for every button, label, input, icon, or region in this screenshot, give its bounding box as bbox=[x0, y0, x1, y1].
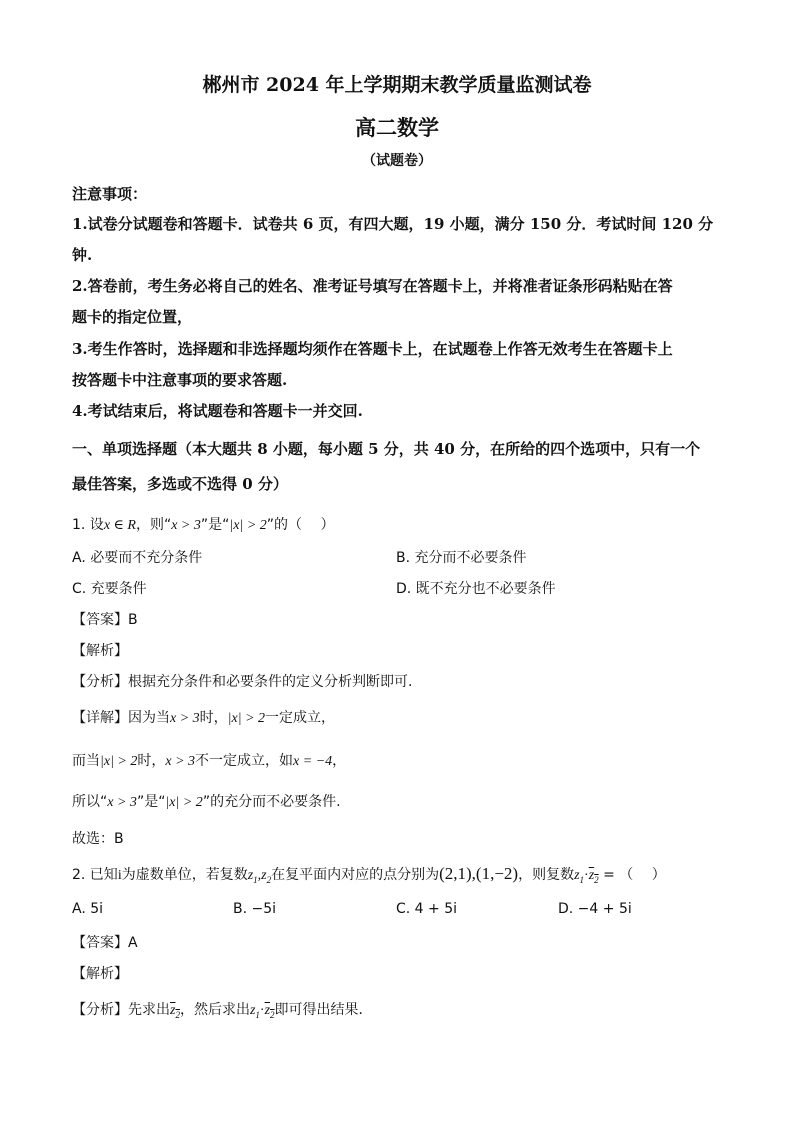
q1-detail-1-math-1: x > 3 bbox=[170, 711, 200, 726]
q2-fenxi-z2-conj bbox=[170, 1003, 180, 1018]
q1-stem bbox=[72, 514, 334, 534]
q2-prod-z1: z bbox=[574, 868, 580, 883]
q2-prod-z2-conjugate bbox=[589, 868, 599, 883]
q1-option-b: B. 充分而不必要条件 bbox=[396, 550, 527, 566]
q2-imag-unit: i bbox=[117, 868, 122, 883]
q2-prod-z2: z bbox=[588, 868, 595, 883]
q1-q: |x| > 2 bbox=[229, 518, 267, 533]
q2-comma: , bbox=[257, 868, 262, 883]
q2-text-a: 2. 已知 bbox=[72, 867, 118, 883]
q2-text-e: = （ ） bbox=[598, 867, 666, 883]
q1-detail-2-text-d: ， bbox=[332, 753, 347, 769]
q1-detail-2-math-1: |x| > 2 bbox=[100, 754, 138, 769]
q1-detail-2-math-2: x > 3 bbox=[165, 754, 196, 769]
q1-answer: 【答案】B bbox=[72, 612, 138, 628]
notice-item-3b: 按答题卡中注意事项的要求答题. bbox=[72, 371, 288, 389]
q1-detail-2-text-c: 不一定成立，如 bbox=[195, 753, 294, 769]
notice-item-2b: 题卡的指定位置， bbox=[72, 308, 193, 326]
q2-text-b: 为虚数单位，若复数 bbox=[121, 867, 248, 883]
q1-detail-2 bbox=[72, 750, 346, 770]
q1-detail-1-text-b: 时， bbox=[199, 710, 228, 726]
q1-detail-3-math-1: x > 3 bbox=[107, 795, 137, 810]
exam-title: 郴州市 2024 年上学期期末教学质量监测试卷 bbox=[202, 74, 592, 96]
q1-detail-1-text-c: 一定成立， bbox=[265, 710, 336, 726]
q2-option-d: D. −4 + 5i bbox=[558, 901, 632, 917]
q2-z1-subscript: 1 bbox=[253, 874, 258, 885]
q1-text-1: ，则“ bbox=[135, 517, 172, 533]
q2-fenxi-text-a: 【分析】先求出 bbox=[72, 1002, 170, 1018]
notice-item-4: 4.考试结束后，将试题卷和答题卡一并交回. bbox=[72, 402, 363, 420]
q2-stem bbox=[72, 864, 666, 885]
q2-z1-z2 bbox=[248, 868, 271, 883]
q2-text-c: 在复平面内对应的点分别为 bbox=[271, 867, 440, 883]
q2-fenxi-product bbox=[250, 1003, 275, 1018]
q1-detail-3-text-a: 所以“ bbox=[72, 794, 108, 810]
q2-fenxi-z2-sub: 2 bbox=[175, 1009, 180, 1020]
q2-fenxi-text-c: 即可得出结果． bbox=[274, 1002, 373, 1018]
q2-fenxi-prod-dot: · bbox=[259, 1003, 265, 1018]
volume-label: （试题卷） bbox=[362, 153, 432, 169]
q2-prod-z1-sub: 1 bbox=[579, 874, 585, 885]
q1-detail-2-math-3: x = −4 bbox=[293, 754, 333, 769]
notice-item-1a: 1.试卷分试题卷和答题卡．试卷共 6 页，有四大题，19 小题，满分 150 分．考试时间 120 分 bbox=[72, 215, 714, 233]
q2-points: (2,1),(1,−2) bbox=[439, 864, 519, 883]
q1-detail-3-text-b: ”是“ bbox=[136, 794, 166, 810]
q1-detail-1-math-2: |x| > 2 bbox=[227, 711, 266, 726]
q1-detail-1 bbox=[72, 707, 335, 727]
notice-heading: 注意事项： bbox=[72, 185, 148, 203]
q2-z2-subscript: 2 bbox=[266, 874, 272, 885]
notice-item-3a: 3.考生作答时，选择题和非选择题均须作在答题卡上，在试题卷上作答无效考生在答题卡上 bbox=[72, 340, 673, 358]
q1-detail-3 bbox=[72, 791, 341, 811]
q1-condition: x ∈ R bbox=[103, 518, 136, 533]
q1-detail-2-text-a: 而当 bbox=[72, 753, 100, 769]
q2-option-a: A. 5i bbox=[72, 901, 104, 917]
q2-fenxi-prod-z2: z bbox=[264, 1003, 271, 1018]
q1-analysis-label: 【解析】 bbox=[72, 643, 128, 659]
section1-heading-a: 一、单项选择题（本大题共 8 小题，每小题 5 分，共 40 分，在所给的四个选项中，只有一个 bbox=[72, 440, 701, 458]
section1-heading-b: 最佳答案，多选或不选得 0 分） bbox=[72, 475, 288, 493]
q2-fenxi-z2: z bbox=[170, 1003, 176, 1018]
q1-detail-1-text-a: 【详解】因为当 bbox=[72, 710, 170, 726]
q1-text-3: ”的（ ） bbox=[266, 517, 335, 533]
q2-option-c: C. 4 + 5i bbox=[396, 901, 458, 917]
q1-number: 1. 设 bbox=[72, 517, 104, 533]
q2-fenxi-prod-z1: z bbox=[249, 1003, 256, 1018]
notice-item-1b: 钟. bbox=[72, 246, 93, 264]
q2-prod-dot: · bbox=[584, 868, 589, 883]
q2-fenxi-prod-z1-sub: 1 bbox=[255, 1009, 260, 1020]
q1-p: x > 3 bbox=[171, 518, 201, 533]
q2-z2-symbol: z bbox=[261, 868, 267, 883]
q1-option-c: C. 充要条件 bbox=[72, 581, 147, 597]
q2-fenxi-prod-z2-conj bbox=[265, 1003, 275, 1018]
q2-fenxi-text-b: ，然后求出 bbox=[179, 1002, 250, 1018]
q1-option-a: A. 必要而不充分条件 bbox=[72, 550, 203, 566]
q1-option-d: D. 既不充分也不必要条件 bbox=[396, 581, 556, 597]
q1-text-2: ”是“ bbox=[200, 517, 230, 533]
subject-title: 高二数学 bbox=[355, 115, 439, 140]
q2-option-b: B. −5i bbox=[233, 901, 277, 917]
q2-text-d: ，则复数 bbox=[518, 867, 575, 883]
q2-prod-z2-sub: 2 bbox=[594, 874, 599, 885]
q1-detail-3-text-c: ”的充分而不必要条件. bbox=[202, 794, 341, 810]
q2-answer: 【答案】A bbox=[72, 935, 138, 951]
q1-fenxi: 【分析】根据充分条件和必要条件的定义分析判断即可. bbox=[72, 674, 413, 690]
q2-fenxi bbox=[72, 999, 373, 1020]
q2-fenxi-prod-z2-sub: 2 bbox=[270, 1009, 275, 1020]
q1-choice: 故选：B bbox=[72, 831, 124, 847]
q2-z1-symbol: z bbox=[247, 868, 254, 883]
q2-analysis-label: 【解析】 bbox=[72, 966, 128, 982]
q1-detail-3-math-2: |x| > 2 bbox=[165, 795, 203, 810]
q2-product bbox=[574, 868, 599, 883]
notice-item-2a: 2.答卷前，考生务必将自己的姓名、准考证号填写在答题卡上，并将准者证条形码粘贴在答 bbox=[72, 277, 673, 295]
q1-detail-2-text-b: 时， bbox=[137, 753, 166, 769]
